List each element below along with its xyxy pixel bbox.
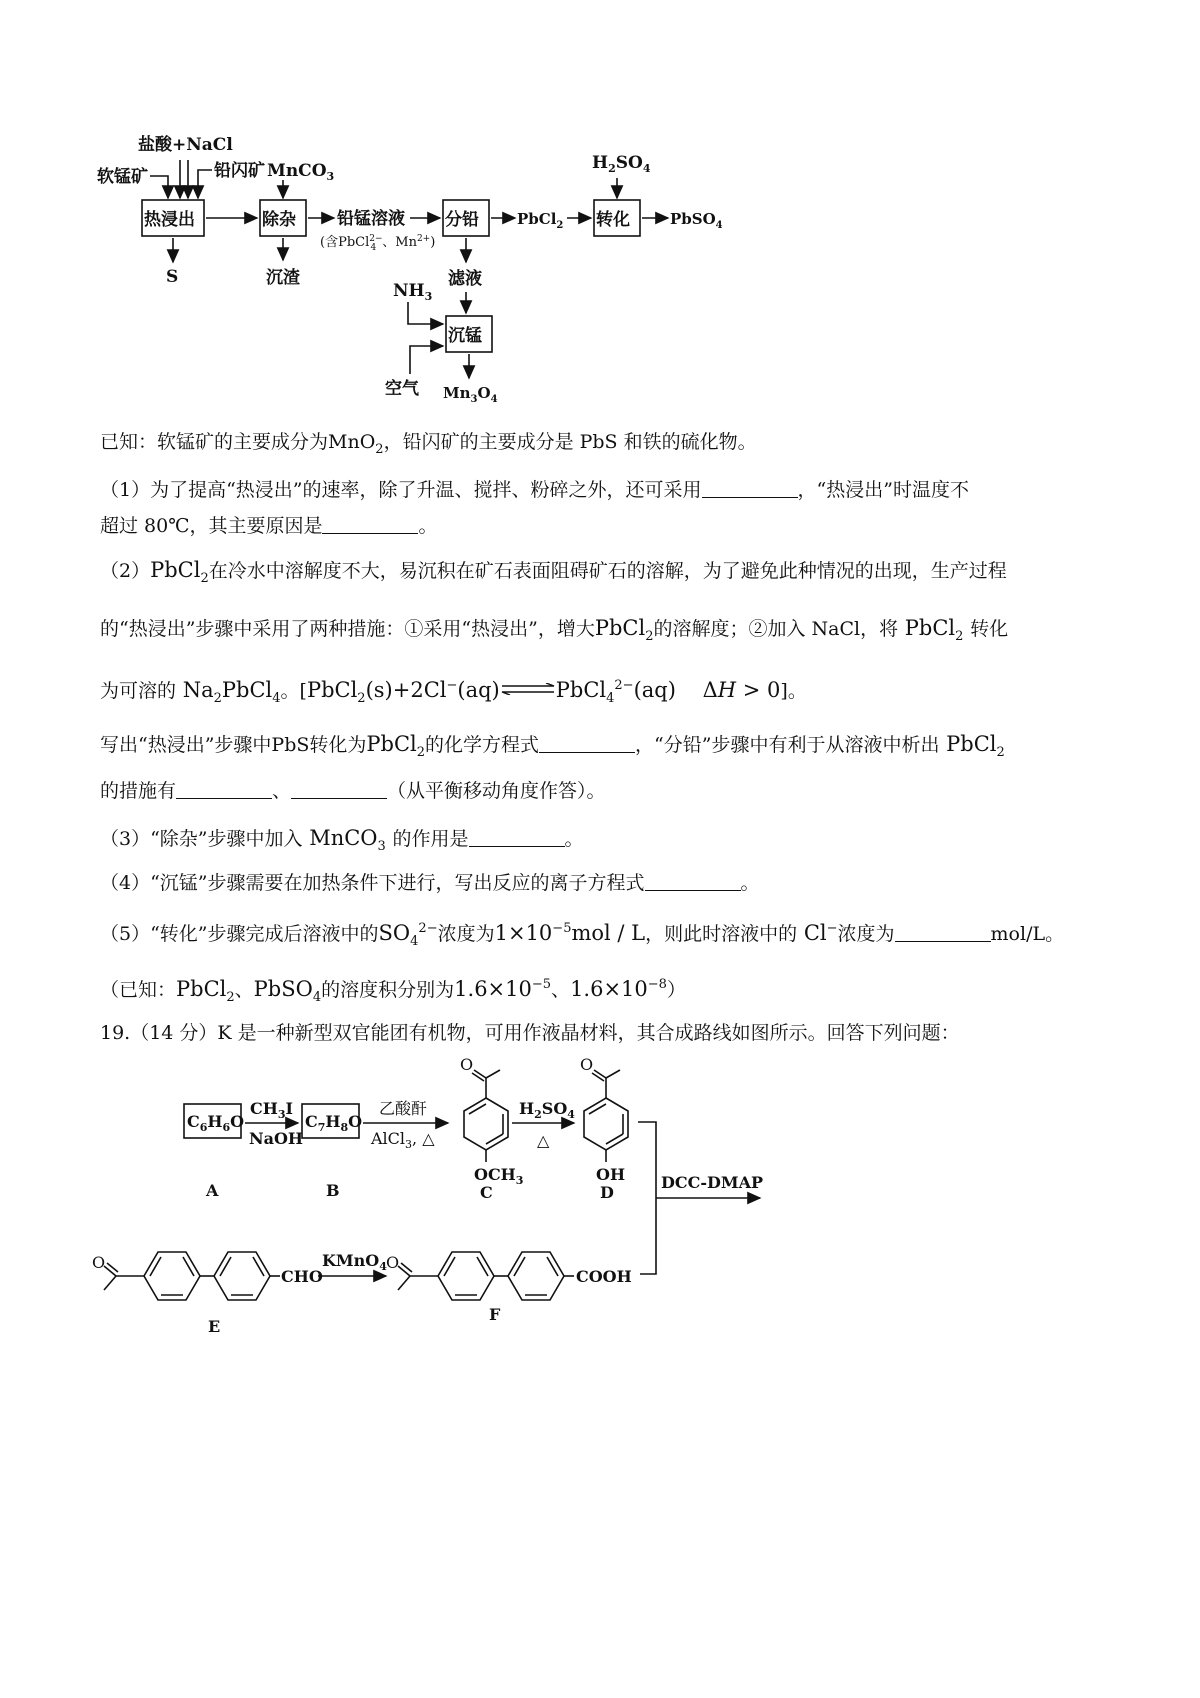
box-convert: 转化: [596, 210, 630, 230]
reagent-h2so4: $H_2SO_4$: [519, 1099, 575, 1121]
label-e: E: [208, 1317, 221, 1336]
synthesis-route-diagram: [0, 1040, 1200, 1340]
product-filtrate: 滤液: [448, 269, 482, 289]
d-carbonyl-o: O: [580, 1055, 594, 1074]
product-mn3o4: $Mn_3O_4$: [443, 384, 498, 405]
reagent-alcl3: AlCl$_3$, △: [371, 1129, 435, 1151]
box-separate-pb: 分铅: [445, 210, 479, 230]
product-pb-mn-solution: 铅锰溶液: [337, 209, 405, 229]
reagent-naoh: NaOH: [249, 1129, 304, 1148]
box-remove-impurity: 除杂: [262, 210, 296, 230]
nh3-label: $NH_3$: [393, 281, 433, 303]
q1-line1: （1）为了提高“热浸出”的速率，除了升温、搅拌、粉碎之外，还可采用 ，“热浸出”时温度不: [100, 479, 969, 501]
product-pbcl2: PbCl$_2$: [517, 210, 564, 231]
ore2-label: 铅闪矿: [214, 161, 265, 181]
reagent-heat: △: [537, 1131, 550, 1150]
f-carbonyl-o: O: [386, 1253, 400, 1272]
box-heat-leach: 热浸出: [144, 210, 195, 230]
h2so4-label: $H_2SO_4$: [592, 153, 651, 175]
reagent-label: 盐酸+NaCl: [138, 135, 233, 155]
reagent-kmno4: KMnO$_4$: [322, 1251, 387, 1273]
d-substituent: OH: [596, 1165, 626, 1184]
q3-line: （3）“除杂”步骤中加入 MnCO$_3$ 的作用是 。: [100, 826, 584, 855]
process-flow-diagram: [0, 0, 1200, 420]
mnco3-label: MnCO$_3$: [267, 161, 335, 183]
q2-line3: 为可溶的 $Na_2PbCl_4$。[PbCl$_2$(s)+2Cl−(aq) PbCl$_4^{2-}$(aq) ΔH > 0]。: [100, 678, 807, 707]
q2-line2: 的“热浸出”步骤中采用了两种措施：①采用“热浸出”，增大PbCl$_2$的溶解度；②加入 NaCl，将 PbCl$_2$ 转化: [100, 616, 1009, 645]
label-f: F: [489, 1305, 501, 1324]
product-residue: 沉渣: [266, 268, 300, 288]
compound-b-formula: $C_7H_8O$: [305, 1112, 363, 1134]
known-line: 已知：软锰矿的主要成分为MnO$_2$，铅闪矿的主要成分是 PbS 和铁的硫化物。: [100, 431, 757, 457]
box-precip-mn: 沉锰: [448, 326, 482, 346]
label-d: D: [600, 1183, 614, 1202]
c-substituent: $OCH_3$: [474, 1165, 524, 1187]
product-pbso4: PbSO$_4$: [670, 210, 723, 231]
q2-line1: （2）PbCl$_2$在冷水中溶解度不大，易沉积在矿石表面阻碍矿石的溶解，为了避免此种情况的出现，生产过程: [100, 558, 1007, 587]
q4-line: （4）“沉锰”步骤需要在加热条件下进行，写出反应的离子方程式 。: [100, 872, 760, 894]
compound-a-formula: $C_6H_6O$: [187, 1112, 245, 1134]
label-c: C: [480, 1183, 493, 1202]
e-group: CHO: [281, 1267, 323, 1286]
product-s: S: [166, 267, 179, 287]
air-label: 空气: [385, 379, 419, 399]
label-a: A: [206, 1181, 219, 1200]
reagent-acetic-anhydride: 乙酸酐: [379, 1099, 428, 1118]
c-carbonyl-o: O: [460, 1055, 474, 1074]
f-group: COOH: [576, 1267, 632, 1286]
q5-line2: （已知：PbCl$_2$、PbSO$_4$的溶度积分别为$1.6\times 10^{-5}$、$1.6\times 10^{-8}$）: [100, 977, 686, 1006]
reagent-dcc-dmap: DCC-DMAP: [661, 1173, 764, 1192]
q5-line1: （5）“转化”步骤完成后溶液中的$SO_4^{2-}$浓度为$1\times 10^{-5}mol / L$，则此时溶液中的 Cl−浓度为 mol/L。: [100, 921, 1065, 950]
q2-line4: 写出“热浸出”步骤中PbS转化为PbCl$_2$的化学方程式 ，“分铅”步骤中有利于从溶液中析出 PbCl$_2$: [100, 732, 1005, 761]
label-b: B: [326, 1181, 340, 1200]
reagent-ch3i: $CH_3I$: [250, 1099, 293, 1121]
pb-mn-solution-note: (含PbCl$^{2-}$ 4 、$Mn^{2+}$): [320, 234, 436, 253]
ore1-label: 软锰矿: [97, 167, 148, 187]
e-carbonyl-o: O: [92, 1253, 106, 1272]
q2-line5: 的措施有 、 （从平衡移动角度作答）。: [100, 780, 606, 802]
q19-intro: 19.（14 分）K 是一种新型双官能团有机物，可用作液晶材料，其合成路线如图所示。回答下列问题：: [100, 1022, 960, 1044]
q1-line2: 超过 80℃，其主要原因是 。: [100, 515, 438, 537]
